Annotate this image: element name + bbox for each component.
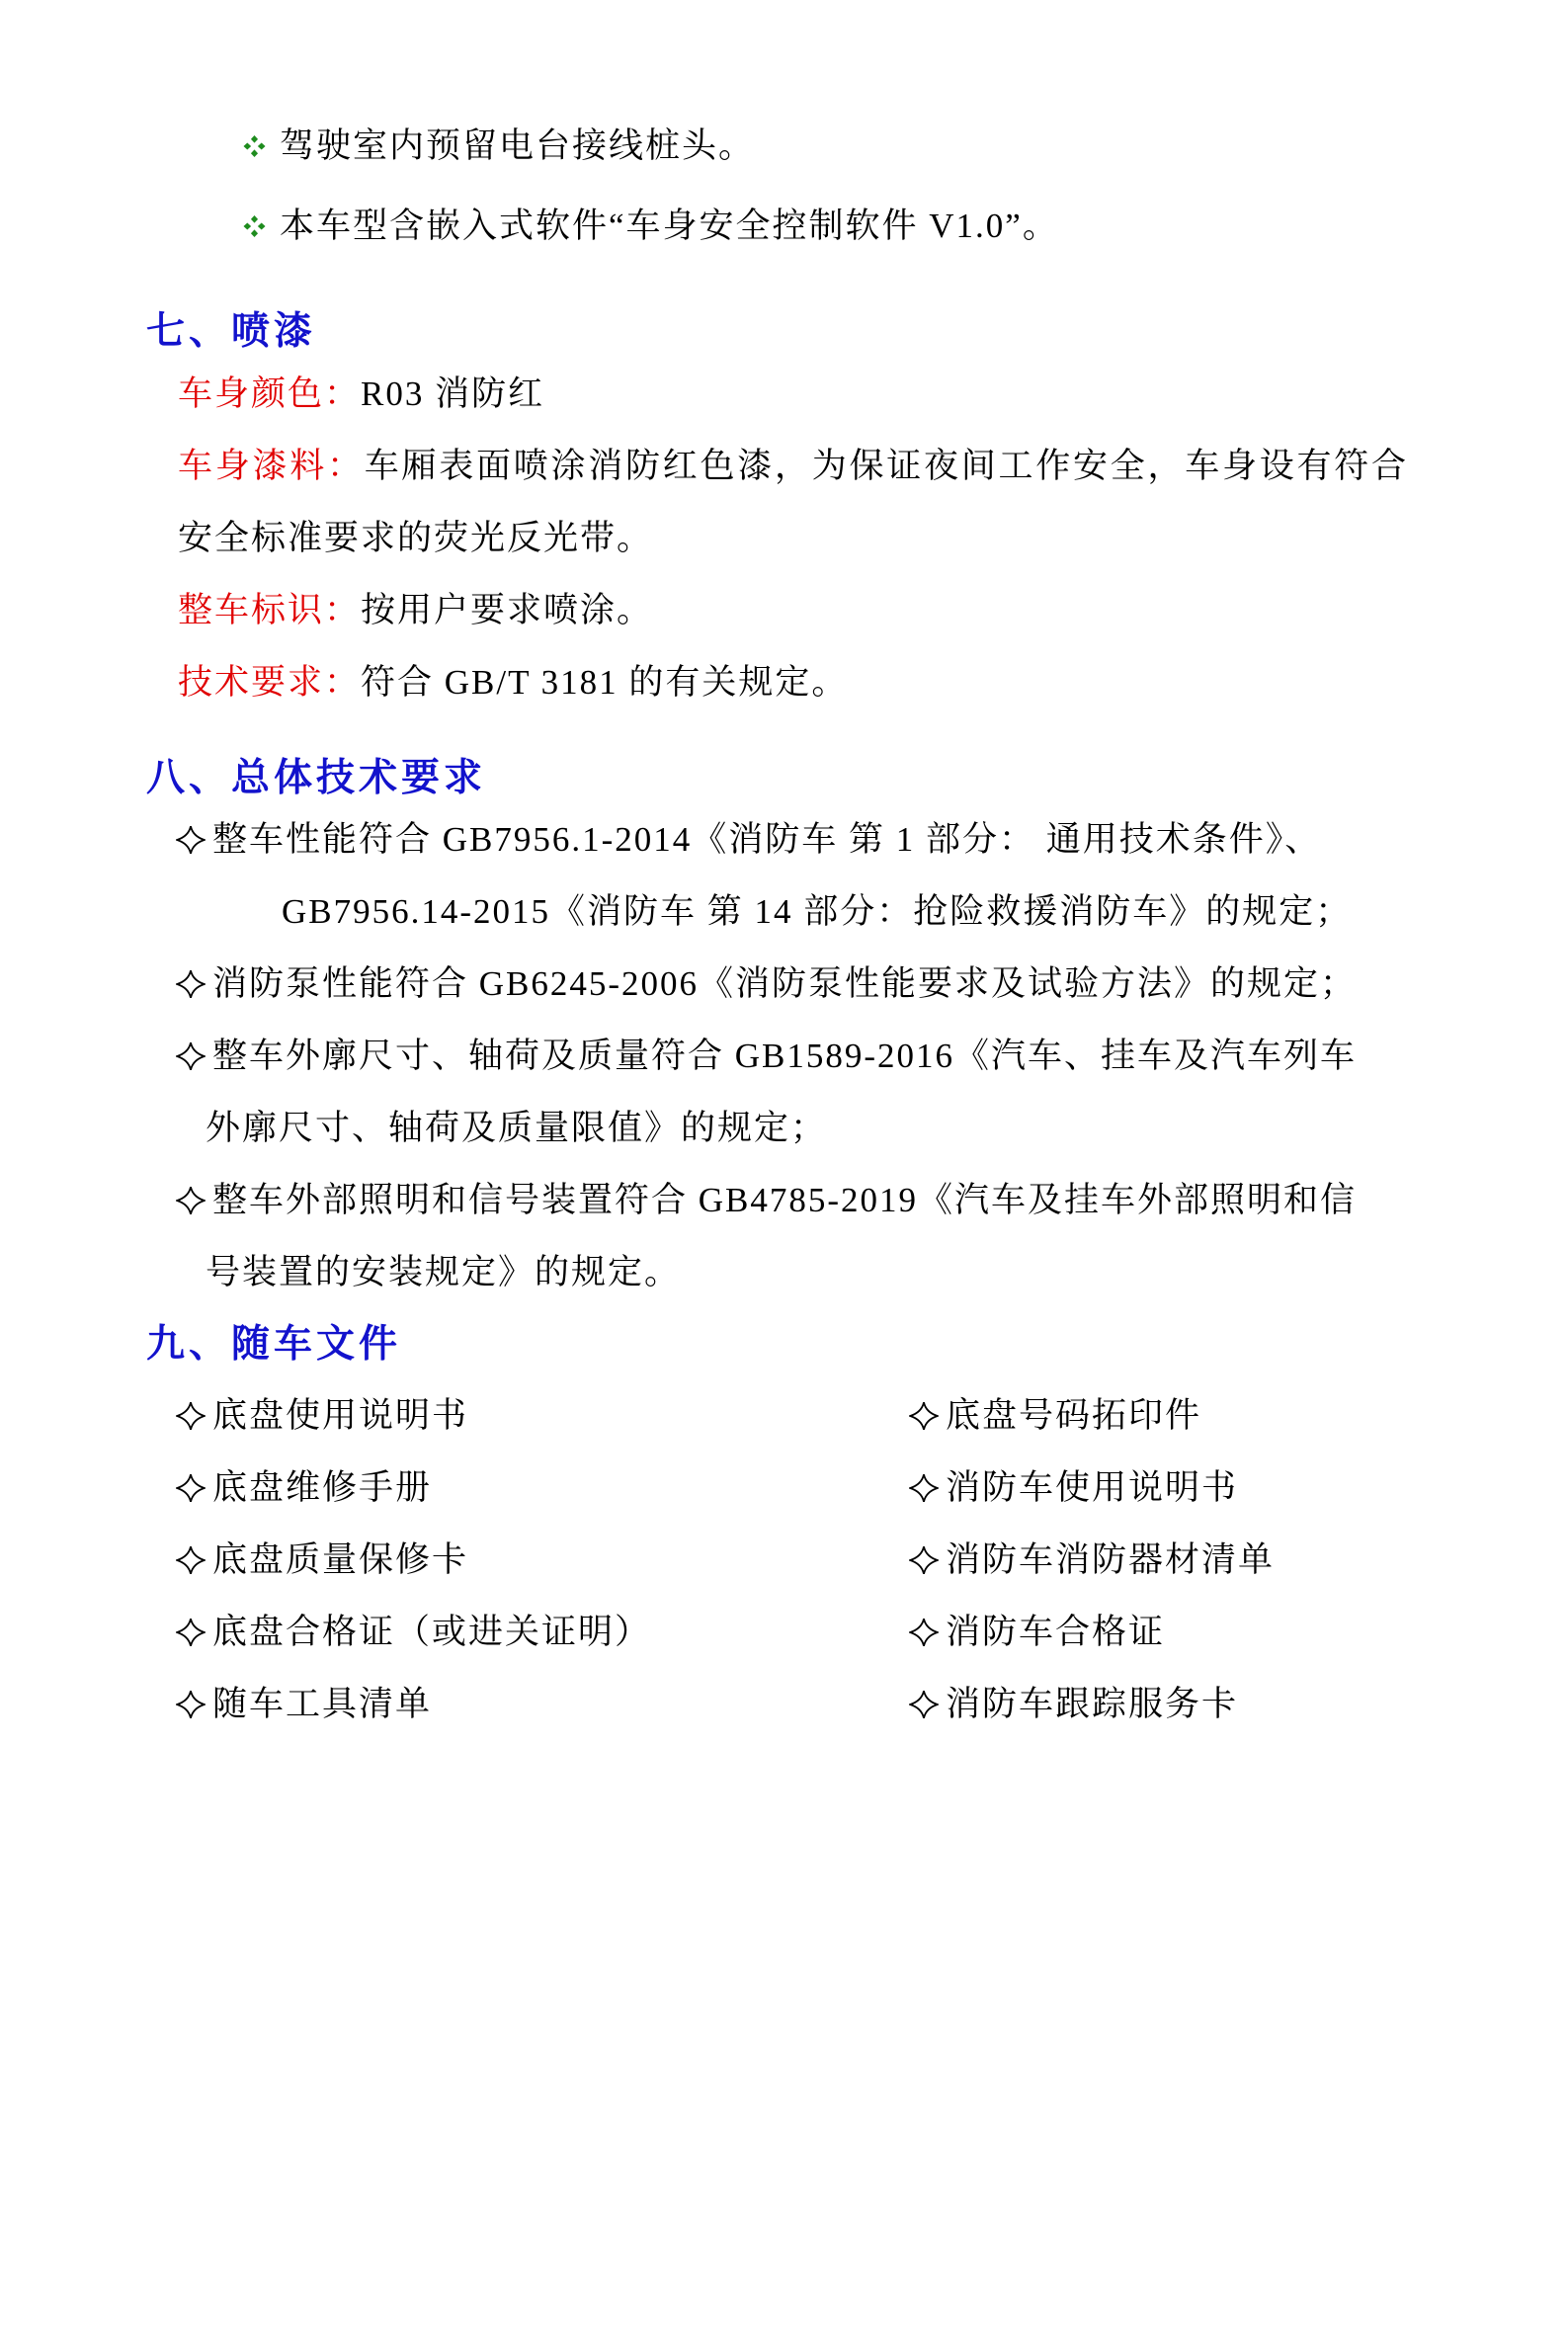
four-pointed-star-bullet-icon <box>909 1618 939 1647</box>
bullet-text: 驾驶室内预留电台接线桩头。 <box>280 126 756 165</box>
green-diamond-bullet-icon <box>243 214 266 237</box>
four-pointed-star-bullet-icon <box>176 1545 206 1575</box>
requirement-item <box>176 803 1568 948</box>
document-name: 底盘质量保修卡 <box>212 1540 469 1579</box>
document-page <box>0 110 1568 2328</box>
four-pointed-star-bullet-icon <box>909 1401 939 1431</box>
requirement-text: 整车性能符合 GB7956.1-2014《消防车 第 1 部分： 通用技术条件》、 <box>212 820 1322 859</box>
four-pointed-star-bullet-icon <box>176 825 206 855</box>
four-pointed-star-bullet-icon <box>176 1618 206 1647</box>
document-row <box>176 1524 1568 1596</box>
requirements-list <box>176 803 1568 1308</box>
document-name: 随车工具清单 <box>212 1685 433 1723</box>
document-name: 底盘维修手册 <box>212 1468 433 1507</box>
field-technical-requirement <box>178 646 1408 718</box>
four-pointed-star-bullet-icon <box>176 1041 206 1071</box>
field-value: 符合 GB/T 3181 的有关规定。 <box>361 663 849 702</box>
document-name: 底盘号码拓印件 <box>946 1396 1202 1435</box>
document-cell <box>909 1524 1275 1596</box>
four-pointed-star-bullet-icon <box>176 1473 206 1503</box>
document-cell <box>909 1379 1201 1452</box>
four-pointed-star-bullet-icon <box>176 1186 206 1215</box>
document-cell <box>176 1452 909 1524</box>
paint-fields <box>178 358 1408 718</box>
document-name: 底盘使用说明书 <box>212 1396 469 1435</box>
requirement-text: 外廓尺寸、轴荷及质量限值》的规定； <box>206 1109 828 1147</box>
four-pointed-star-bullet-icon <box>176 969 206 999</box>
four-pointed-star-bullet-icon <box>176 1690 206 1719</box>
requirement-line <box>176 1020 1568 1092</box>
document-cell <box>909 1668 1238 1740</box>
field-body-paint <box>178 430 1408 574</box>
requirement-item <box>176 1164 1568 1308</box>
field-vehicle-marking <box>178 574 1408 646</box>
four-pointed-star-bullet-icon <box>909 1473 939 1503</box>
requirement-line <box>176 1236 1568 1308</box>
document-name: 消防车跟踪服务卡 <box>946 1685 1239 1723</box>
section-heading-general-requirements: 八、总体技术要求 <box>146 757 487 799</box>
four-pointed-star-bullet-icon <box>176 1401 206 1431</box>
document-row <box>176 1668 1568 1740</box>
green-diamond-bullet-icon <box>243 134 266 157</box>
field-value: 按用户要求喷涂。 <box>361 591 654 629</box>
requirement-line <box>176 1164 1568 1236</box>
field-value: 车厢表面喷涂消防红色漆，为保证夜间工作安全，车身设有符合安全标准要求的荧光反光带。 <box>178 447 1408 557</box>
requirement-line <box>176 803 1568 875</box>
field-label: 车身颜色： <box>178 374 362 413</box>
document-name: 消防车消防器材清单 <box>946 1540 1276 1579</box>
document-row <box>176 1452 1568 1524</box>
requirement-text: 消防泵性能符合 GB6245-2006《消防泵性能要求及试验方法》的规定； <box>212 964 1358 1003</box>
document-name: 消防车合格证 <box>946 1613 1166 1651</box>
four-pointed-star-bullet-icon <box>909 1690 939 1719</box>
document-cell <box>909 1452 1238 1524</box>
document-cell <box>909 1596 1165 1668</box>
document-name: 底盘合格证（或进关证明） <box>212 1613 652 1651</box>
document-cell <box>176 1596 909 1668</box>
requirement-text: 号装置的安装规定》的规定。 <box>206 1253 682 1291</box>
document-cell <box>176 1379 909 1452</box>
requirement-line <box>176 1092 1568 1164</box>
requirement-line <box>176 875 1568 948</box>
requirement-text: 整车外廓尺寸、轴荷及质量符合 GB1589-2016《汽车、挂车及汽车列车 <box>212 1037 1358 1075</box>
requirement-item <box>176 948 1568 1020</box>
field-label: 整车标识： <box>178 591 362 629</box>
field-label: 技术要求： <box>178 663 362 702</box>
field-label: 车身漆料： <box>178 447 365 485</box>
list-item <box>0 190 1568 262</box>
four-pointed-star-bullet-icon <box>909 1545 939 1575</box>
section-heading-accompanying-documents: 九、随车文件 <box>146 1323 402 1366</box>
document-cell <box>176 1668 909 1740</box>
list-item <box>0 110 1568 182</box>
requirement-line <box>176 948 1568 1020</box>
document-cell <box>176 1524 909 1596</box>
requirement-text: GB7956.14-2015《消防车 第 14 部分：抢险救援消防车》的规定； <box>282 892 1353 931</box>
document-row <box>176 1379 1568 1452</box>
field-value: R03 消防红 <box>361 374 545 413</box>
document-name: 消防车使用说明书 <box>946 1468 1239 1507</box>
requirement-text: 整车外部照明和信号装置符合 GB4785-2019《汽车及挂车外部照明和信 <box>212 1181 1358 1219</box>
requirement-item <box>176 1020 1568 1164</box>
field-body-color <box>178 358 1408 430</box>
embedded-software-bullet-list <box>0 110 1568 262</box>
document-row <box>176 1596 1568 1668</box>
bullet-text: 本车型含嵌入式软件“车身安全控制软件 V1.0”。 <box>280 207 1059 245</box>
documents-two-column-list <box>176 1379 1568 1740</box>
section-heading-paint: 七、喷漆 <box>146 310 317 353</box>
